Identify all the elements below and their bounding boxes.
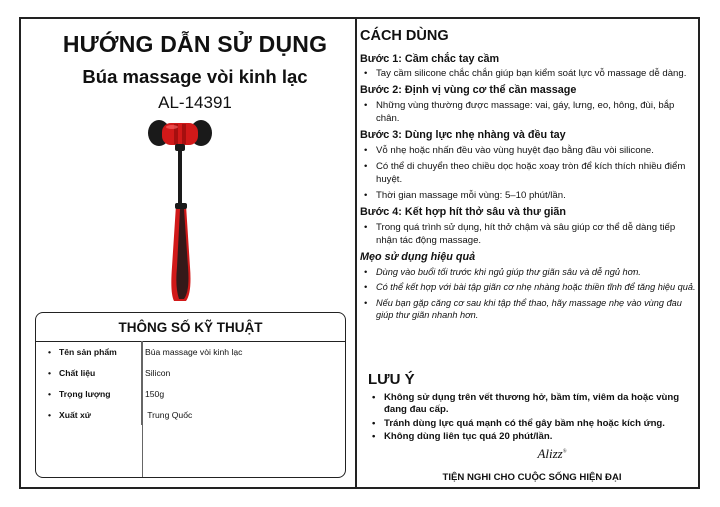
note-item: • Tránh dùng lực quá mạnh có thể gây bầm nhẹ hoặc kích ứng. <box>368 418 698 430</box>
brand-tagline: TIỆN NGHI CHO CUỘC SỐNG HIỆN ĐẠI <box>442 472 622 483</box>
usage-section <box>360 27 696 325</box>
spec-value: 150g <box>145 388 165 399</box>
spec-key: Xuất xứ <box>59 409 92 420</box>
spec-value: Trung Quốc <box>145 409 193 420</box>
usage-heading: CÁCH DÙNG <box>360 28 449 44</box>
spec-row: • Trọng lượng 150g <box>36 383 345 404</box>
brand-logo: Alizz® <box>537 446 567 461</box>
step-item: • Những vùng thường được massage: vai, gáy, lưng, eo, hông, đùi, bắp chân. <box>360 99 696 125</box>
step-item: • Trong quá trình sử dụng, hít thở chậm và sâu giúp cơ thể dễ dàng tiếp nhận tác động massage. <box>360 221 696 247</box>
spec-key: Chất liệu <box>59 367 96 378</box>
step-item: • Tay cầm silicone chắc chắn giúp bạn kiểm soát lực vỗ massage dễ dàng. <box>360 67 696 80</box>
tip-item: • Có thể kết hợp với bài tập giãn cơ nhẹ nhàng hoặc thiền tĩnh để tăng hiệu quả. <box>360 281 696 294</box>
tip-item: • Dùng vào buổi tối trước khi ngủ giúp thư giãn sâu và dễ ngủ hơn. <box>360 266 696 279</box>
note-heading: LƯU Ý <box>368 371 415 388</box>
spec-row: • Chất liệu Silicon <box>36 362 345 383</box>
step-item: • Vỗ nhẹ hoặc nhấn đều vào vùng huyệt đạo bằng đầu vòi silicone. <box>360 144 696 157</box>
spec-title: THÔNG SỐ KỸ THUẬT <box>36 313 345 342</box>
page-title: HƯỚNG DẪN SỬ DỤNG <box>62 31 328 57</box>
step-title: Bước 1: Cầm chắc tay cầm <box>360 52 500 65</box>
note-section <box>368 371 698 445</box>
step-item: • Thời gian massage mỗi vùng: 5–10 phút/lần. <box>360 189 696 202</box>
spec-row: • Tên sản phẩm Búa massage vòi kinh lạc <box>36 341 345 362</box>
spec-key: Tên sản phẩm <box>59 346 117 357</box>
hammer-shaft <box>178 147 182 209</box>
massage-hammer-image <box>146 117 214 305</box>
note-item: • Không sử dụng trên vết thương hở, bầm tím, viêm da hoặc vùng đang đau cấp. <box>368 392 698 417</box>
tips-title: Mẹo sử dụng hiệu quả <box>360 250 476 263</box>
step-title: Bước 2: Định vị vùng cơ thể cần massage <box>360 84 577 97</box>
spec-row: • Xuất xứ Trung Quốc <box>36 404 345 425</box>
tip-item: • Nếu bạn gặp căng cơ sau khi tập thể thao, hãy massage nhẹ vào vùng đau giúp thư giãn nhanh hơn. <box>360 297 696 322</box>
product-name: Búa massage vòi kinh lạc <box>82 66 308 87</box>
step-title: Bước 4: Kết hợp hít thở sâu và thư giãn <box>360 206 567 219</box>
spec-value: Búa massage vòi kinh lạc <box>145 346 243 357</box>
product-code: AL-14391 <box>158 93 232 112</box>
spec-table <box>35 312 346 478</box>
note-item: • Không dùng liên tục quá 20 phút/lần. <box>368 431 698 443</box>
spec-key: Trọng lượng <box>59 388 111 399</box>
step-item: • Có thể di chuyển theo chiều dọc hoặc xoay tròn để kích thích nhiều điểm huyệt. <box>360 160 696 186</box>
step-title: Bước 3: Dùng lực nhẹ nhàng và đều tay <box>360 129 566 142</box>
column-divider <box>355 17 357 489</box>
spec-value: Silicon <box>145 367 171 378</box>
